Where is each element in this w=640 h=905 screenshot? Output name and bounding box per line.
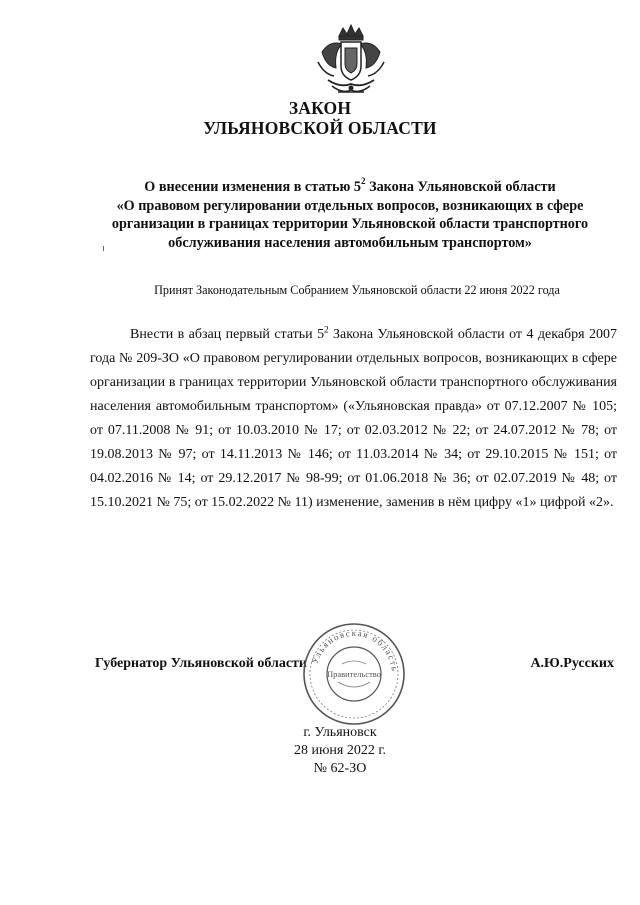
place-city: г. Ульяновск [303,725,377,740]
law-subject [85,178,615,252]
stamp-outer-text: Ульяновская область [309,627,401,673]
signer-position: Губернатор Ульяновской области [95,656,307,671]
subject-line2: «О правовом регулировании отдельных вопросов, возникающих в сфере [116,197,584,214]
document-title-line2: УЛЬЯНОВСКОЙ ОБЛАСТИ [203,118,437,138]
law-number: № 62-ЗО [313,761,367,776]
subject-line3: организации в границах территории Ульяновской области транспортного [111,216,589,232]
subject-line1: О внесении изменения в статью $5^2$ Закона Ульяновской области [144,176,556,195]
document-title-line1: ЗАКОН [288,98,352,118]
coat-of-arms-icon [312,22,390,100]
signer-name: А.Ю.Русских [530,656,614,671]
place-date: 28 июня 2022 г. [293,743,387,758]
adoption-note: Принят Законодательным Собранием Ульяновской области 22 июня 2022 года [154,283,560,297]
subject-line4: обслуживания населения автомобильным транспортом» [168,234,532,251]
margin-tick-mark [103,246,104,251]
official-stamp-icon [298,618,410,730]
stamp-inner-text: Правительство [326,669,382,679]
law-body-paragraph: Внести в абзац первый статьи $5^2$ Закона Ульяновской области от 4 декабря 2007 года № 209-ЗО «О правовом регулировании отдельных вопросов, возникающих в сфере организации в границах территории Ульяновской области транспортного обслуживания населения автомобильным транспортом» («Ульяновская правда» от 07.12.2007 № 105; от 07.11.2008 № 91; от 10.03.2010 № 17; от 02.03.2012 № 22; от 24.07.2012 № 78; от 19.08.2013 № 97; от 14.11.2013 № 146; от 11.03.2014 № 34; от 29.10.2015 № 151; от 04.02.2016 № 14; от 29.12.2017 № 98-99; от 01.06.2018 № 36; от 02.07.2019 № 48; от 15.10.2021 № 75; от 15.02.2022 № 11) изменение, заменив в нём цифру «1» цифрой «2». [90,324,617,510]
